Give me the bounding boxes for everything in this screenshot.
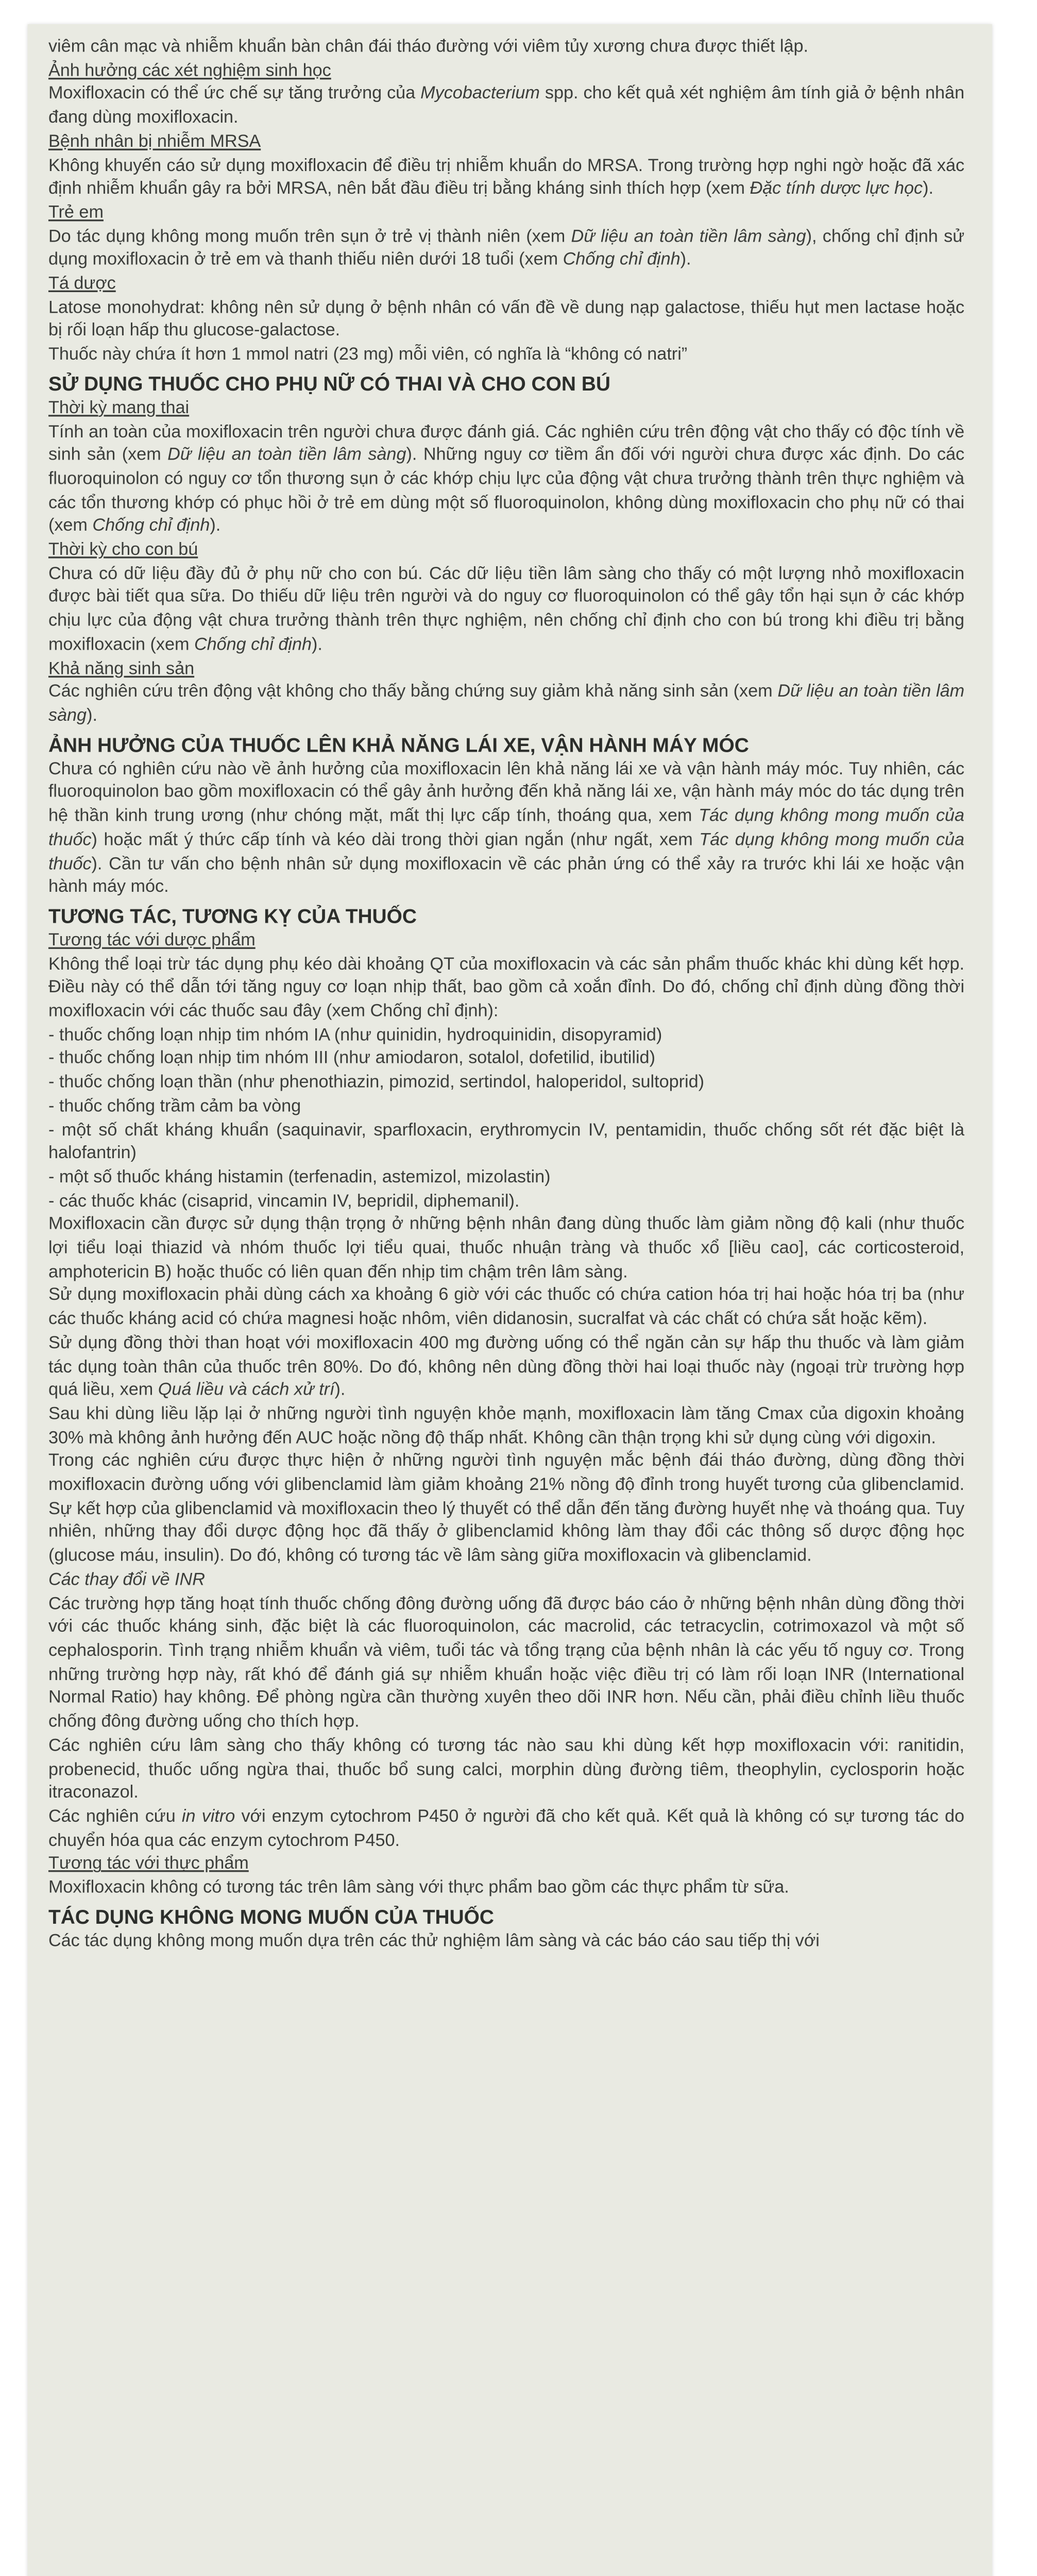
text-run: ). [210,517,221,537]
subsection-heading: Bệnh nhân bị nhiễm MRSA [48,132,261,152]
paragraph: Trong các nghiên cứu được thực hiện ở những người tình nguyện mắc bệnh đái tháo đường, dùng đồng thời moxifloxacin đường uống với glibenclamid làm giảm khoảng 21% nồng độ đỉnh trong huyết tương của glibenclamid. Sự kết hợp của glibenclamid và moxifloxacin theo lý thuyết có thể dẫn đến tăng đường huyết nhẹ và thoáng qua. Tuy nhiên, những thay đổi dược động học đã thấy ở glibenclamid không làm thay đổi các thông số dược động học (glucose máu, insulin). Do đó, không có tương tác về lâm sàng giữa moxifloxacin và glibenclamid. [48,1452,965,1567]
text-run: ). [923,180,934,199]
paragraph: Sau khi dùng liều lặp lại ở những người tình nguyện khỏe mạnh, moxifloxacin làm tăng Cmax của digoxin khoảng 30% mà không ảnh hưởng đến AUC hoặc nồng độ thấp nhất. Không cần thận trọng khi sử dụng cùng với digoxin. [48,1405,965,1448]
paragraph: - một số chất kháng khuẩn (saquinavir, sparfloxacin, erythromycin IV, pentamidin, thuốc chống sốt rét đặc biệt là halofantrin) [48,1121,965,1164]
subsection-heading: Thời kỳ cho con bú [48,541,198,561]
text-run: ). Những nguy cơ tiềm ẩn đối với người chưa được xác định. Do các fluoroquinolon có nguy cơ tổn thương sụn ở các khớp chịu lực của động vật chưa trưởng thành trên thực nghiệm và các tổn thương khớp có phục hồi ở trẻ em dùng một số fluoroquinolon, không dùng moxifloxacin cho phụ nữ có thai (xem [48,446,965,537]
paragraph: - thuốc chống trầm cảm ba vòng [48,1097,301,1116]
paragraph: Moxifloxacin không có tương tác trên lâm sàng với thực phẩm bao gồm các thực phẩm từ sữa. [48,1878,789,1898]
text-run: ). [312,636,322,655]
paragraph: - thuốc chống loạn thần (như phenothiazin, pimozid, sertindol, haloperidol, sultoprid) [48,1073,705,1093]
text-run: ). [87,707,97,726]
subsection-heading: Tương tác với dược phẩm [48,931,256,951]
section-heading: ẢNH HƯỞNG CỦA THUỐC LÊN KHẢ NĂNG LÁI XE, VẬN HÀNH MÁY MÓC [48,734,749,757]
italic-reference: Đặc tính dược lực học [750,180,923,199]
paragraph: - một số thuốc kháng histamin (terfenadin, astemizol, mizolastin) [48,1168,551,1188]
paragraph: Moxifloxacin cần được sử dụng thận trọng ở những bệnh nhân đang dùng thuốc làm giảm nồng độ kali (như thuốc lợi tiểu loại thiazid và nhóm thuốc lợi tiểu quai, thuốc nhuận tràng và thuốc xổ [liều cao], các corticosteroid, amphotericin B) hoặc thuốc có liên quan đến nhịp tim chậm trên lâm sàng. [48,1215,965,1282]
text-run: Do tác dụng không mong muốn trên sụn ở trẻ vị thành niên (xem [48,227,571,247]
text-run: với enzym cytochrom P450 ở người đã cho kết quả. Kết quả là không có sự tương tác do chuyển hóa qua các enzym cytochrom P450. [48,1808,965,1851]
paragraph: Các nghiên cứu lâm sàng cho thấy không có tương tác nào sau khi dùng kết hợp moxifloxacin với: ranitidin, probenecid, thuốc uống ngừa thai, thuốc bổ sung calci, morphin dùng đường tiêm, theophylin, cyclosporin hoặc itraconazol. [48,1737,965,1803]
italic-reference: Chống chỉ định [92,517,210,537]
paragraph [48,83,964,131]
text-run: Các nghiên cứu trên động vật không cho thấy bằng chứng suy giảm khả năng sinh sản (xem [48,683,778,703]
leaflet-text [48,36,964,1954]
text-run: Tính an toàn của moxifloxacin trên người chưa được đánh giá. Các nghiên cứu trên động vật cho thấy có độc tính về sinh sản (xem [48,422,965,466]
text-run: Các nghiên cứu [48,1808,182,1827]
paragraph [48,226,964,273]
paragraph: Không thể loại trừ tác dụng phụ kéo dài khoảng QT của moxifloxacin và các sản phẩm thuốc khác khi dùng kết hợp. Điều này có thể dẫn tới tăng nguy cơ loạn nhịp thất, bao gồm cả xoắn đỉnh. Do đó, chống chỉ định dùng đồng thời moxifloxacin với các thuốc sau đây (xem Chống chỉ định): [48,955,965,1022]
italic-reference: Tác dụng không mong muốn của thuốc [48,831,965,874]
paragraph [48,682,964,729]
italic-reference: Dữ liệu an toàn tiền lâm sàng [167,446,406,466]
section-heading: TƯƠNG TÁC, TƯƠNG KỴ CỦA THUỐC [48,905,417,928]
italic-reference: Chống chỉ định [194,636,312,655]
paragraph [48,155,964,202]
paragraph: Các trường hợp tăng hoạt tính thuốc chống đông đường uống đã được báo cáo ở những bệnh nhân dùng đồng thời với các thuốc kháng sinh, đặc biệt là các fluoroquinolon, các macrolid, các tetracyclin, cotrimoxazol và một số cephalosporin. Tình trạng nhiễm khuẩn và viêm, tuổi tác và tổng trạng của bệnh nhân là các yếu tố nguy cơ. Trong những trường hợp này, rất khó để đánh giá sự nhiễm khuẩn hoặc việc điều trị có làm rối loạn INR (International Normal Ratio) hay không. Để phòng ngừa cần thường xuyên theo dõi INR hơn. Nếu cần, phải điều chỉnh liều thuốc chống đông đường uống cho thích hợp. [48,1595,965,1733]
paragraph [48,1806,964,1854]
text-run: ), chống chỉ định sử dụng moxifloxacin ở trẻ em và thanh thiếu niên dưới 18 tuổi (xem [48,227,965,270]
text-run: Chưa có nghiên cứu nào về ảnh hưởng của moxifloxacin lên khả năng lái xe và vận hành máy móc. Tuy nhiên, các fluoroquinolon bao gồm moxifloxacin có thể gây ảnh hưởng đến khả năng lái xe, vận hành máy móc do tác dụng trên hệ thần kinh trung ương (như chóng mặt, mất thị lực cấp tính, thoáng qua, xem [48,760,965,827]
text-run: spp. cho kết quả xét nghiệm âm tính giả ở bệnh nhân đang dùng moxifloxacin. [48,85,965,128]
paragraph [48,758,964,901]
italic-reference: Dữ liệu an toàn tiền lâm sàng [571,227,806,247]
italic-reference: Chống chỉ định [563,251,681,270]
paragraph: - các thuốc khác (cisaprid, vincamin IV, bepridil, diphemanil). [48,1192,520,1211]
subsection-heading: Khả năng sinh sản [48,659,195,679]
subsection-heading: Các thay đổi về INR [48,1571,205,1590]
italic-reference: Mycobacterium [420,85,540,105]
paragraph: - thuốc chống loạn nhịp tim nhóm IA (như quinidin, hydroquinidin, disopyramid) [48,1026,662,1045]
italic-reference: Dữ liệu an toàn tiền lâm sàng [48,683,965,726]
text-run: Sử dụng đồng thời than hoạt với moxifloxacin 400 mg đường uống có thể ngăn cản sự hấp thu thuốc và làm giảm tác dụng toàn thân của thuốc trên 80%. Do đó, không nên dùng đồng thời hai loại thuốc này (ngoại trừ trường hợp quá liều, xem [48,1334,965,1401]
section-heading: TÁC DỤNG KHÔNG MONG MUỐN CỦA THUỐC [48,1906,495,1929]
paragraph: Latose monohydrat: không nên sử dụng ở bệnh nhân có vấn đề về dung nạp galactose, thiếu hụt men lactase hoặc bị rối loạn hấp thu glucose-galactose. [48,298,965,342]
paragraph: Sử dụng moxifloxacin phải dùng cách xa khoảng 6 giờ với các thuốc có chứa cation hóa trị hai hoặc hóa trị ba (như các thuốc kháng acid có chứa magnesi hoặc nhôm, viên didanosin, sucralfat và các chất có chứa sắt hoặc kẽm). [48,1286,965,1330]
text-run: ) hoặc mất ý thức cấp tính và kéo dài trong thời gian ngắn (như ngất, xem [91,831,700,850]
text-run: ). [680,251,691,270]
subsection-heading: Tá dược [48,275,116,294]
paragraph [48,1332,964,1403]
paragraph [48,421,964,539]
italic-reference: Quá liều và cách xử trí [158,1381,335,1401]
paragraph: - thuốc chống loạn nhịp tim nhóm III (như amiodaron, sotalol, dofetilid, ibutilid) [48,1049,655,1069]
paragraph: Các tác dụng không mong muốn dựa trên các thử nghiệm lâm sàng và các báo cáo sau tiếp thị với [48,1931,820,1951]
italic-reference: in vitro [181,1808,235,1827]
text-run: Chưa có dữ liệu đầy đủ ở phụ nữ cho con bú. Các dữ liệu tiền lâm sàng cho thấy có một lượng nhỏ moxifloxacin được bài tiết qua sữa. Do thiếu dữ liệu trên người và do nguy cơ fluoroquinolon có thể gây tổn hại sụn ở các khớp chịu lực của động vật chưa trưởng thành trên thực nghiệm, nên chống chỉ định cho con bú trong khi điều trị bằng moxifloxacin (xem [48,565,965,655]
text-run: ). [334,1381,346,1401]
section-heading: SỬ DỤNG THUỐC CHO PHỤ NỮ CÓ THAI VÀ CHO CON BÚ [48,373,610,396]
italic-reference: Tác dụng không mong muốn của thuốc [48,807,965,850]
paragraph: Thuốc này chứa ít hơn 1 mmol natri (23 mg) mỗi viên, có nghĩa là “không có natri” [48,346,688,365]
text-run: Không khuyến cáo sử dụng moxifloxacin để điều trị nhiễm khuẩn do MRSA. Trong trường hợp nghi ngờ hoặc đã xác định nhiễm khuẩn gây ra bởi MRSA, nên bắt đầu điều trị bằng kháng sinh thích hợp (xem [48,156,965,199]
subsection-heading: Tương tác với thực phẩm [48,1855,249,1874]
leaflet-paper [28,24,992,2576]
text-run: Moxifloxacin có thể ức chế sự tăng trưởng của [48,85,421,105]
paragraph [48,563,964,658]
paragraph: viêm cân mạc và nhiễm khuẩn bàn chân đái tháo đường với viêm tủy xương chưa được thiết lập. [48,38,808,57]
subsection-heading: Ảnh hưởng các xét nghiệm sinh học [48,61,331,81]
text-run: ). Cần tư vấn cho bệnh nhân sử dụng moxifloxacin về các phản ứng có thể xảy ra trước khi lái xe hoặc vận hành máy móc. [48,855,965,897]
subsection-heading: Trẻ em [48,204,104,223]
subsection-heading: Thời kỳ mang thai [48,399,190,418]
